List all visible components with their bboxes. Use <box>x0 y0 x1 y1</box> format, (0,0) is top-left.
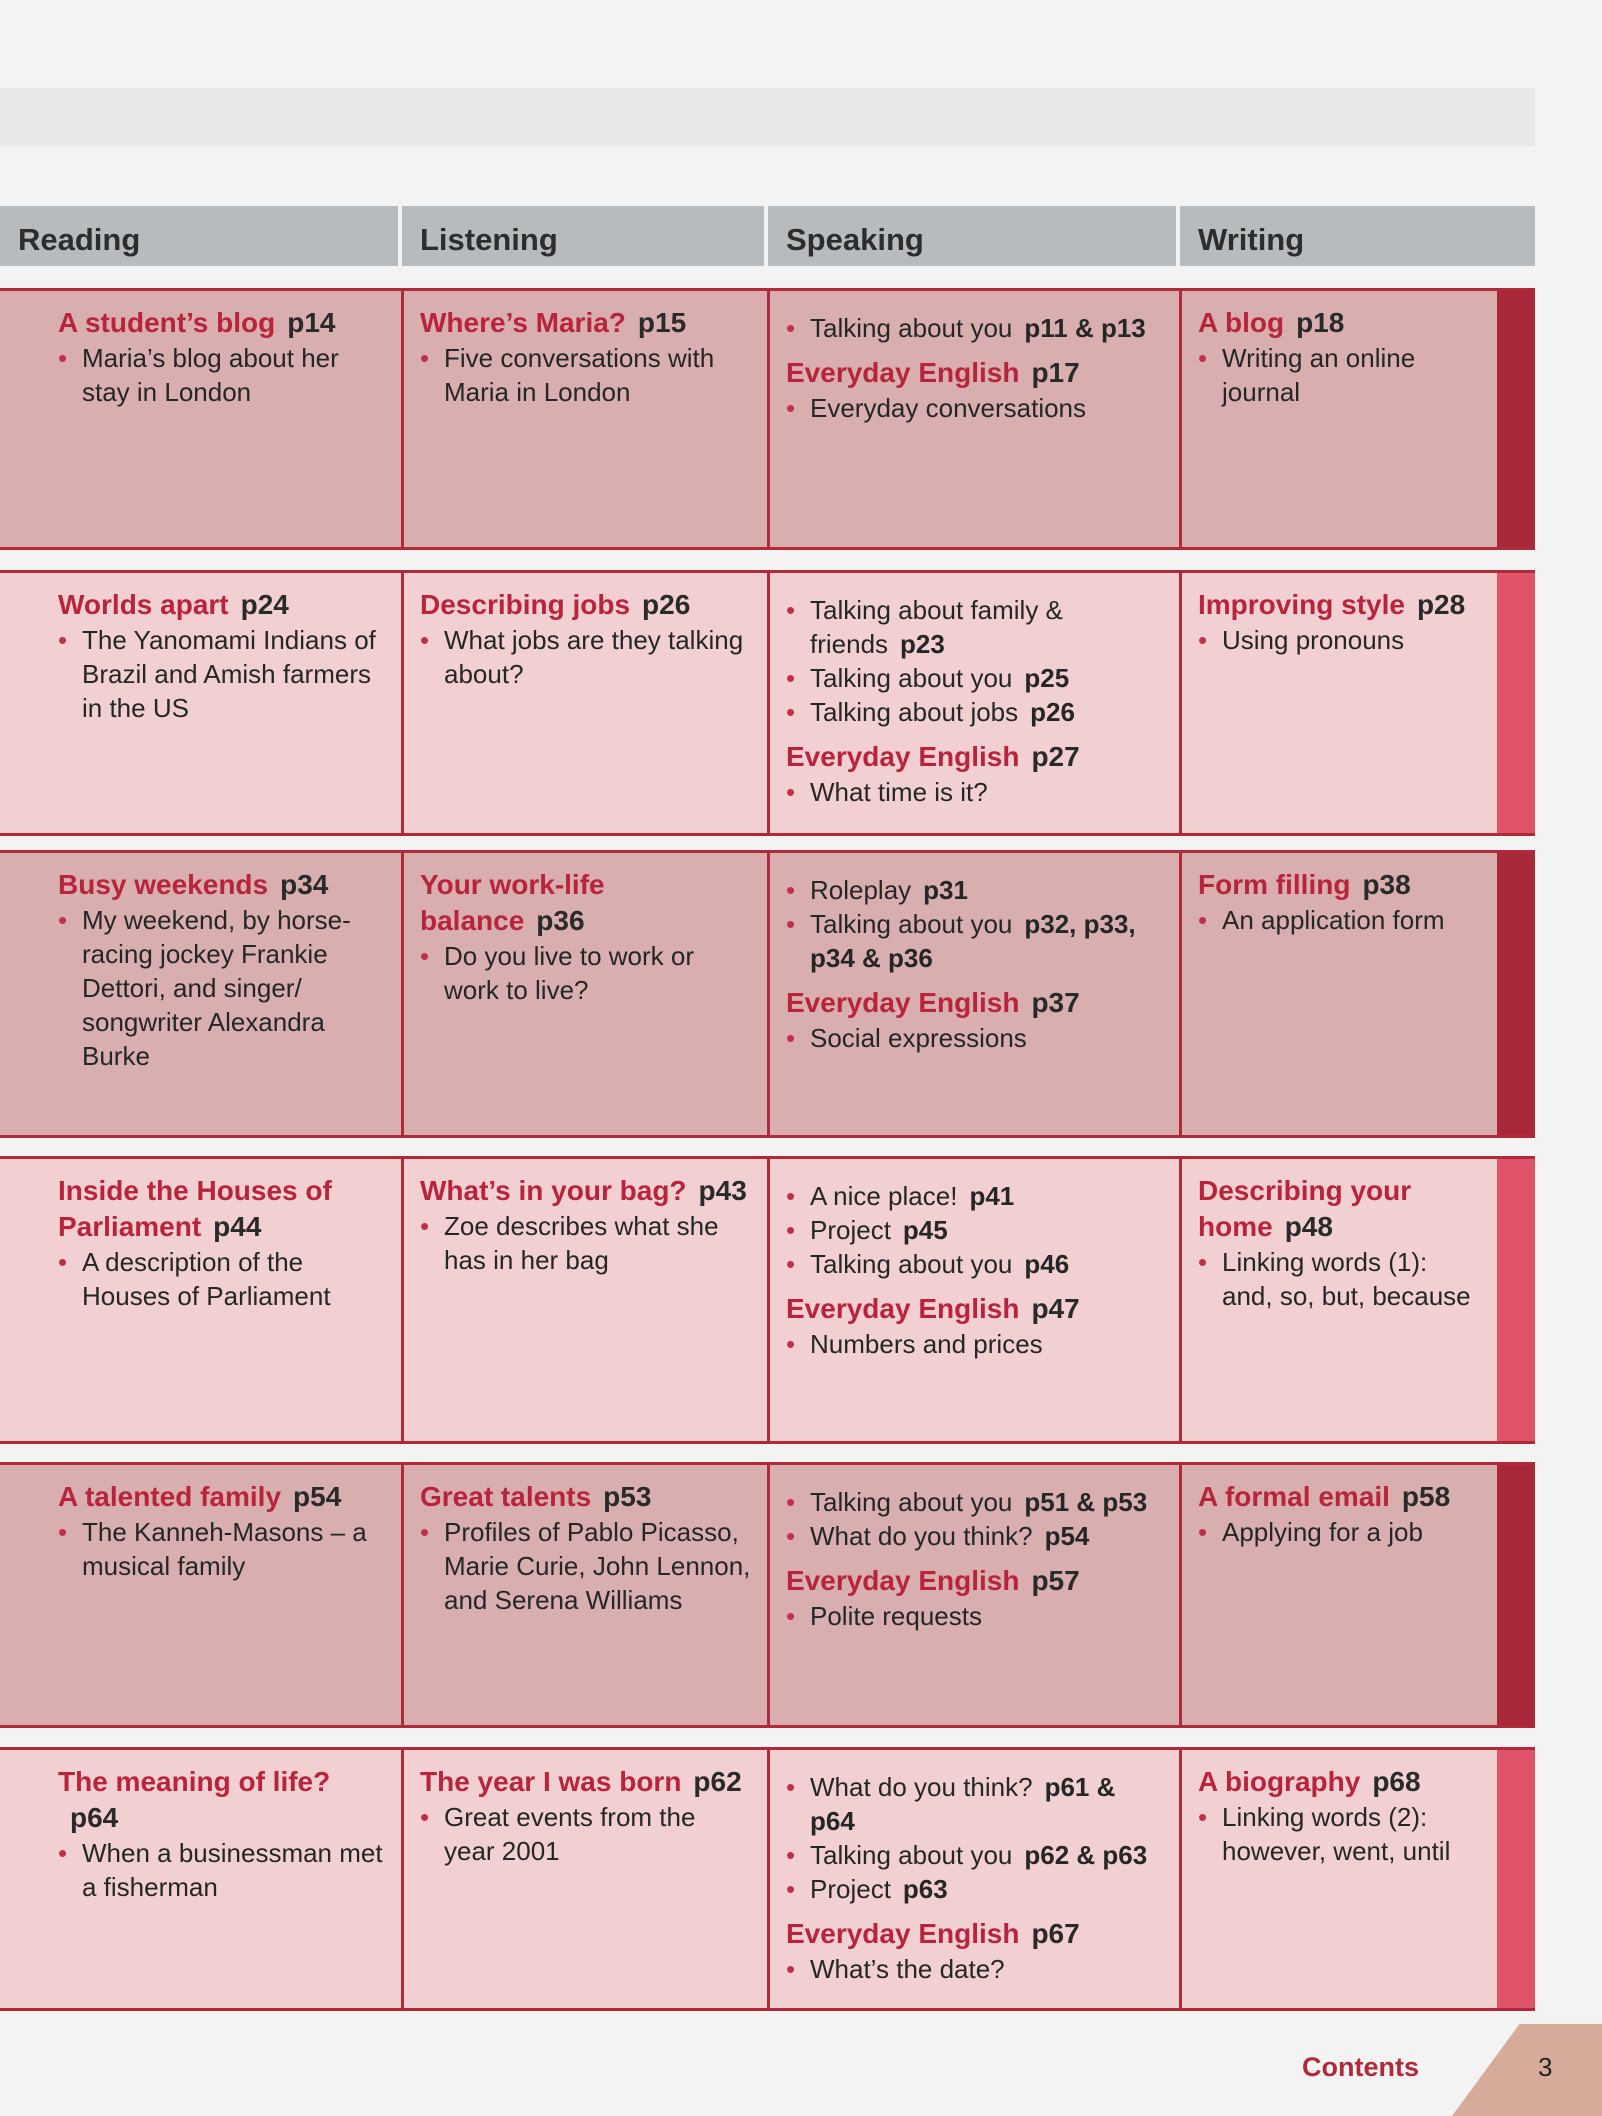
writing-list <box>1198 1515 1481 1549</box>
listening-title: Describing jobs <box>420 589 631 620</box>
listening-heading <box>420 305 751 341</box>
listening-page: p62 <box>693 1766 742 1797</box>
writing-cell <box>1179 853 1497 1135</box>
listening-item: • Great events from the year 2001 <box>420 1800 751 1868</box>
listening-title: What’s in your bag? <box>420 1175 687 1206</box>
reading-item: • A description of the Houses of Parliament <box>58 1245 385 1313</box>
everyday-english-title: Everyday English <box>786 1918 1020 1949</box>
everyday-english-list <box>786 1327 1163 1361</box>
reading-heading <box>58 587 385 623</box>
speaking-item <box>786 907 1163 975</box>
writing-cell <box>1179 573 1497 833</box>
listening-page: p43 <box>698 1175 747 1206</box>
writing-item: • Writing an online journal <box>1198 341 1481 409</box>
speaking-item-text: Talking about you <box>810 909 1013 939</box>
everyday-english-list <box>786 1952 1163 1986</box>
speaking-item-text: What do you think? <box>810 1772 1033 1802</box>
reading-cell <box>0 573 401 833</box>
reading-title: Inside the Houses of Parliament <box>58 1175 332 1242</box>
speaking-item-page: p23 <box>900 629 945 659</box>
speaking-item <box>786 1519 1163 1553</box>
speaking-item-page: p54 <box>1044 1521 1090 1551</box>
listening-list <box>420 341 751 409</box>
everyday-english-page: p17 <box>1031 357 1080 388</box>
reading-list <box>58 341 385 409</box>
listening-heading <box>420 1173 751 1209</box>
everyday-english-list <box>786 391 1163 425</box>
top-faded-band <box>0 88 1535 146</box>
listening-heading <box>420 1764 751 1800</box>
writing-list <box>1198 903 1481 937</box>
reading-page: p54 <box>293 1481 342 1512</box>
reading-list <box>58 1515 385 1583</box>
page-number: 3 <box>1538 2052 1553 2082</box>
speaking-item <box>786 593 1163 661</box>
header-writing: Writing <box>1180 206 1535 266</box>
speaking-list <box>786 1179 1163 1281</box>
unit-row <box>0 1747 1535 2011</box>
reading-item: • Maria’s blog about her stay in London <box>58 341 385 409</box>
listening-cell <box>401 853 767 1135</box>
speaking-item-text: Roleplay <box>810 875 912 905</box>
speaking-item-page: p46 <box>1024 1249 1070 1279</box>
writing-item: • Using pronouns <box>1198 623 1481 657</box>
row-accent-bar <box>1497 573 1535 833</box>
speaking-cell <box>767 853 1179 1135</box>
writing-heading <box>1198 1173 1481 1245</box>
speaking-item-page: p63 <box>902 1874 948 1904</box>
reading-page: p14 <box>287 307 336 338</box>
speaking-item <box>786 1179 1163 1213</box>
everyday-english-title: Everyday English <box>786 1565 1020 1596</box>
speaking-list <box>786 311 1163 345</box>
speaking-list <box>786 1770 1163 1906</box>
column-header-row <box>0 206 1535 266</box>
speaking-list <box>786 593 1163 729</box>
footer-contents-label: Contents <box>1302 2052 1419 2082</box>
reading-list <box>58 623 385 725</box>
listening-title: Where’s Maria? <box>420 307 626 338</box>
speaking-item <box>786 873 1163 907</box>
listening-heading <box>420 867 751 939</box>
everyday-english-page: p67 <box>1031 1918 1080 1949</box>
unit-row <box>0 1462 1535 1728</box>
listening-cell <box>401 1750 767 2008</box>
speaking-cell <box>767 1465 1179 1725</box>
writing-list <box>1198 1800 1481 1868</box>
listening-list <box>420 623 751 691</box>
page-corner-tab <box>1452 2024 1602 2116</box>
reading-list <box>58 1836 385 1904</box>
reading-cell <box>0 1159 401 1441</box>
speaking-cell <box>767 1159 1179 1441</box>
everyday-english-item: • Social expressions <box>786 1021 1163 1055</box>
reading-list <box>58 903 385 1073</box>
writing-heading <box>1198 305 1481 341</box>
reading-page: p34 <box>280 869 329 900</box>
listening-cell <box>401 573 767 833</box>
speaking-item-text: Project <box>810 1874 891 1904</box>
listening-title: Your work-life balance <box>420 869 605 936</box>
speaking-item-text: Talking about jobs <box>810 697 1019 727</box>
unit-row <box>0 1156 1535 1444</box>
speaking-item <box>786 1838 1163 1872</box>
speaking-item <box>786 311 1163 345</box>
reading-heading <box>58 1479 385 1515</box>
listening-page: p36 <box>536 905 585 936</box>
listening-item: • Five conversations with Maria in London <box>420 341 751 409</box>
unit-row <box>0 850 1535 1138</box>
speaking-item <box>786 1247 1163 1281</box>
header-reading: Reading <box>0 206 398 266</box>
reading-item: • The Yanomami Indians of Brazil and Amish farmers in the US <box>58 623 385 725</box>
everyday-english-list <box>786 775 1163 809</box>
reading-item: • The Kanneh-Masons – a musical family <box>58 1515 385 1583</box>
listening-heading <box>420 587 751 623</box>
writing-page: p68 <box>1372 1766 1421 1797</box>
listening-title: Great talents <box>420 1481 592 1512</box>
reading-page: p64 <box>70 1802 119 1833</box>
listening-heading <box>420 1479 751 1515</box>
speaking-item-text: What do you think? <box>810 1521 1033 1551</box>
writing-title: Form filling <box>1198 869 1351 900</box>
speaking-item <box>786 1872 1163 1906</box>
reading-title: Busy weekends <box>58 869 269 900</box>
speaking-item-page: p62 & p63 <box>1024 1840 1148 1870</box>
listening-page: p53 <box>603 1481 652 1512</box>
writing-cell <box>1179 1465 1497 1725</box>
everyday-english-item: • Numbers and prices <box>786 1327 1163 1361</box>
speaking-cell <box>767 573 1179 833</box>
speaking-item-page: p45 <box>902 1215 948 1245</box>
unit-row <box>0 288 1535 550</box>
speaking-item-page: p11 & p13 <box>1024 313 1146 343</box>
writing-title: A biography <box>1198 1766 1361 1797</box>
speaking-item <box>786 1770 1163 1838</box>
listening-page: p26 <box>642 589 691 620</box>
writing-page: p18 <box>1296 307 1345 338</box>
listening-item: • Do you live to work or work to live? <box>420 939 751 1007</box>
writing-heading <box>1198 867 1481 903</box>
speaking-item-text: Project <box>810 1215 891 1245</box>
writing-item: • An application form <box>1198 903 1481 937</box>
listening-item: • What jobs are they talking about? <box>420 623 751 691</box>
listening-list <box>420 939 751 1007</box>
speaking-cell <box>767 291 1179 547</box>
everyday-english-title: Everyday English <box>786 1293 1020 1324</box>
everyday-english-heading <box>786 985 1163 1021</box>
reading-heading <box>58 1173 385 1245</box>
listening-cell <box>401 291 767 547</box>
row-accent-bar <box>1497 1159 1535 1441</box>
writing-page: p48 <box>1284 1211 1333 1242</box>
reading-page: p24 <box>240 589 289 620</box>
everyday-english-heading <box>786 355 1163 391</box>
speaking-item <box>786 1485 1163 1519</box>
reading-heading <box>58 305 385 341</box>
reading-cell <box>0 1465 401 1725</box>
reading-cell <box>0 291 401 547</box>
reading-title: A talented family <box>58 1481 282 1512</box>
reading-item: • When a businessman met a fisherman <box>58 1836 385 1904</box>
header-speaking: Speaking <box>768 206 1176 266</box>
everyday-english-page: p37 <box>1031 987 1080 1018</box>
row-accent-bar <box>1497 291 1535 547</box>
speaking-item-page: p25 <box>1024 663 1070 693</box>
writing-page: p28 <box>1416 589 1466 620</box>
reading-title: A student’s blog <box>58 307 276 338</box>
everyday-english-heading <box>786 739 1163 775</box>
everyday-english-item: • Everyday conversations <box>786 391 1163 425</box>
writing-cell <box>1179 1750 1497 2008</box>
reading-heading <box>58 1764 385 1836</box>
everyday-english-item: • What time is it? <box>786 775 1163 809</box>
speaking-item-text: Talking about you <box>810 1487 1013 1517</box>
speaking-item-page: p26 <box>1030 697 1075 727</box>
writing-heading <box>1198 1479 1481 1515</box>
speaking-item-page: p61 & p64 <box>810 1772 1116 1836</box>
everyday-english-heading <box>786 1916 1163 1952</box>
reading-title: The meaning of life? <box>58 1766 331 1797</box>
listening-item: • Zoe describes what she has in her bag <box>420 1209 751 1277</box>
reading-cell <box>0 853 401 1135</box>
listening-cell <box>401 1159 767 1441</box>
everyday-english-title: Everyday English <box>786 987 1020 1018</box>
everyday-english-title: Everyday English <box>786 741 1020 772</box>
everyday-english-page: p47 <box>1031 1293 1080 1324</box>
speaking-item-text: Talking about you <box>810 663 1013 693</box>
speaking-item-text: Talking about you <box>810 313 1013 343</box>
writing-heading <box>1198 587 1481 623</box>
reading-item: • My weekend, by horse-racing jockey Frankie Dettori, and singer/ songwriter Alexandra Burke <box>58 903 385 1073</box>
everyday-english-item: • What’s the date? <box>786 1952 1163 1986</box>
reading-list <box>58 1245 385 1313</box>
reading-page: p44 <box>213 1211 262 1242</box>
speaking-list <box>786 873 1163 975</box>
writing-heading <box>1198 1764 1481 1800</box>
speaking-item-text: Talking about family & friends <box>810 595 1063 659</box>
writing-list <box>1198 341 1481 409</box>
writing-title: Describing your home <box>1198 1175 1412 1242</box>
listening-title: The year I was born <box>420 1766 682 1797</box>
writing-cell <box>1179 291 1497 547</box>
writing-title: A blog <box>1198 307 1285 338</box>
speaking-item-page: p32, p33, p34 & p36 <box>810 909 1136 973</box>
listening-list <box>420 1209 751 1277</box>
writing-item: • Linking words (2): however, went, until <box>1198 1800 1481 1868</box>
speaking-item-text: Talking about you <box>810 1249 1013 1279</box>
listening-page: p15 <box>637 307 687 338</box>
everyday-english-list <box>786 1599 1163 1633</box>
listening-item: • Profiles of Pablo Picasso, Marie Curie, John Lennon, and Serena Williams <box>420 1515 751 1617</box>
everyday-english-heading <box>786 1563 1163 1599</box>
writing-page: p58 <box>1401 1481 1451 1512</box>
everyday-english-heading <box>786 1291 1163 1327</box>
speaking-list <box>786 1485 1163 1553</box>
everyday-english-title: Everyday English <box>786 357 1020 388</box>
writing-cell <box>1179 1159 1497 1441</box>
reading-title: Worlds apart <box>58 589 229 620</box>
speaking-item-page: p31 <box>923 875 968 905</box>
writing-list <box>1198 1245 1481 1313</box>
listening-cell <box>401 1465 767 1725</box>
header-listening: Listening <box>402 206 764 266</box>
speaking-item-page: p41 <box>969 1181 1015 1211</box>
writing-list <box>1198 623 1481 657</box>
row-accent-bar <box>1497 1465 1535 1725</box>
listening-list <box>420 1515 751 1617</box>
writing-title: Improving style <box>1198 589 1405 620</box>
speaking-cell <box>767 1750 1179 2008</box>
everyday-english-item: • Polite requests <box>786 1599 1163 1633</box>
writing-page: p38 <box>1362 869 1411 900</box>
speaking-item-text: A nice place! <box>810 1181 958 1211</box>
speaking-item <box>786 661 1163 695</box>
reading-heading <box>58 867 385 903</box>
everyday-english-page: p27 <box>1031 741 1080 772</box>
speaking-item <box>786 695 1163 729</box>
writing-item: • Linking words (1): and, so, but, because <box>1198 1245 1481 1313</box>
unit-row <box>0 570 1535 836</box>
listening-list <box>420 1800 751 1868</box>
writing-item: • Applying for a job <box>1198 1515 1481 1549</box>
everyday-english-page: p57 <box>1031 1565 1080 1596</box>
writing-title: A formal email <box>1198 1481 1390 1512</box>
speaking-item-page: p51 & p53 <box>1024 1487 1148 1517</box>
reading-cell <box>0 1750 401 2008</box>
row-accent-bar <box>1497 853 1535 1135</box>
everyday-english-list <box>786 1021 1163 1055</box>
speaking-item-text: Talking about you <box>810 1840 1013 1870</box>
speaking-item <box>786 1213 1163 1247</box>
row-accent-bar <box>1497 1750 1535 2008</box>
